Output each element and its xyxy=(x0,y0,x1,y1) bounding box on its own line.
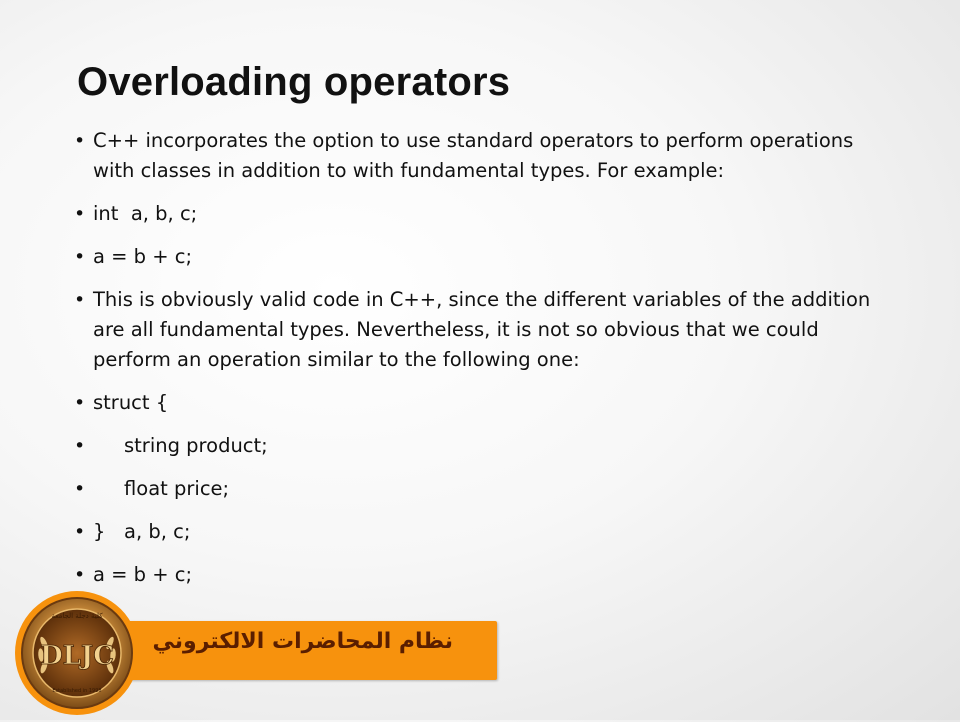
slide-title: Overloading operators xyxy=(77,60,511,104)
bullet-dot-icon: • xyxy=(74,289,86,311)
bullet-dot-icon: • xyxy=(74,564,86,586)
bullet-item xyxy=(74,199,894,229)
bullet-item xyxy=(74,388,894,418)
bullet-text: C++ incorporates the option to use standard operators to perform operations with classes in addition to with fundamental types. For example: xyxy=(93,129,860,182)
banner-text: نظام المحاضرات الالكتروني xyxy=(152,629,453,654)
bullet-text: This is obviously valid code in C++, since the different variables of the addition are all fundamental types. Nevertheless, it is not so obvious that we could perform an operation similar to the following one: xyxy=(93,288,877,371)
bullet-dot-icon: • xyxy=(74,203,86,225)
bullet-dot-icon: • xyxy=(74,392,86,414)
bullet-text: float price; xyxy=(93,477,230,500)
bullet-dot-icon: • xyxy=(74,521,86,543)
bullet-dot-icon: • xyxy=(74,478,86,500)
bullet-text: a = b + c; xyxy=(93,245,193,268)
bullet-item xyxy=(74,242,894,272)
svg-text:DLJC: DLJC xyxy=(40,641,114,671)
bullet-item xyxy=(74,431,894,461)
bullet-item xyxy=(74,517,894,547)
bullet-item xyxy=(74,560,894,590)
footer-banner xyxy=(110,621,497,680)
bullet-text: struct { xyxy=(93,391,169,414)
bullet-dot-icon: • xyxy=(74,130,86,152)
svg-text:Established in 1998: Established in 1998 xyxy=(52,688,102,694)
svg-text:كلية دجلة الجامعة: كلية دجلة الجامعة xyxy=(51,612,103,620)
bullet-dot-icon: • xyxy=(74,246,86,268)
bullet-text: a = b + c; xyxy=(93,563,193,586)
bullet-dot-icon: • xyxy=(74,435,86,457)
bullet-text: } a, b, c; xyxy=(93,520,191,543)
university-seal-icon xyxy=(12,588,142,722)
bullet-item xyxy=(74,474,894,504)
bullet-item xyxy=(74,126,894,186)
bullet-text: int a, b, c; xyxy=(93,202,198,225)
bullet-text: string product; xyxy=(93,434,268,457)
bullet-list xyxy=(74,126,894,603)
bullet-item xyxy=(74,285,894,375)
